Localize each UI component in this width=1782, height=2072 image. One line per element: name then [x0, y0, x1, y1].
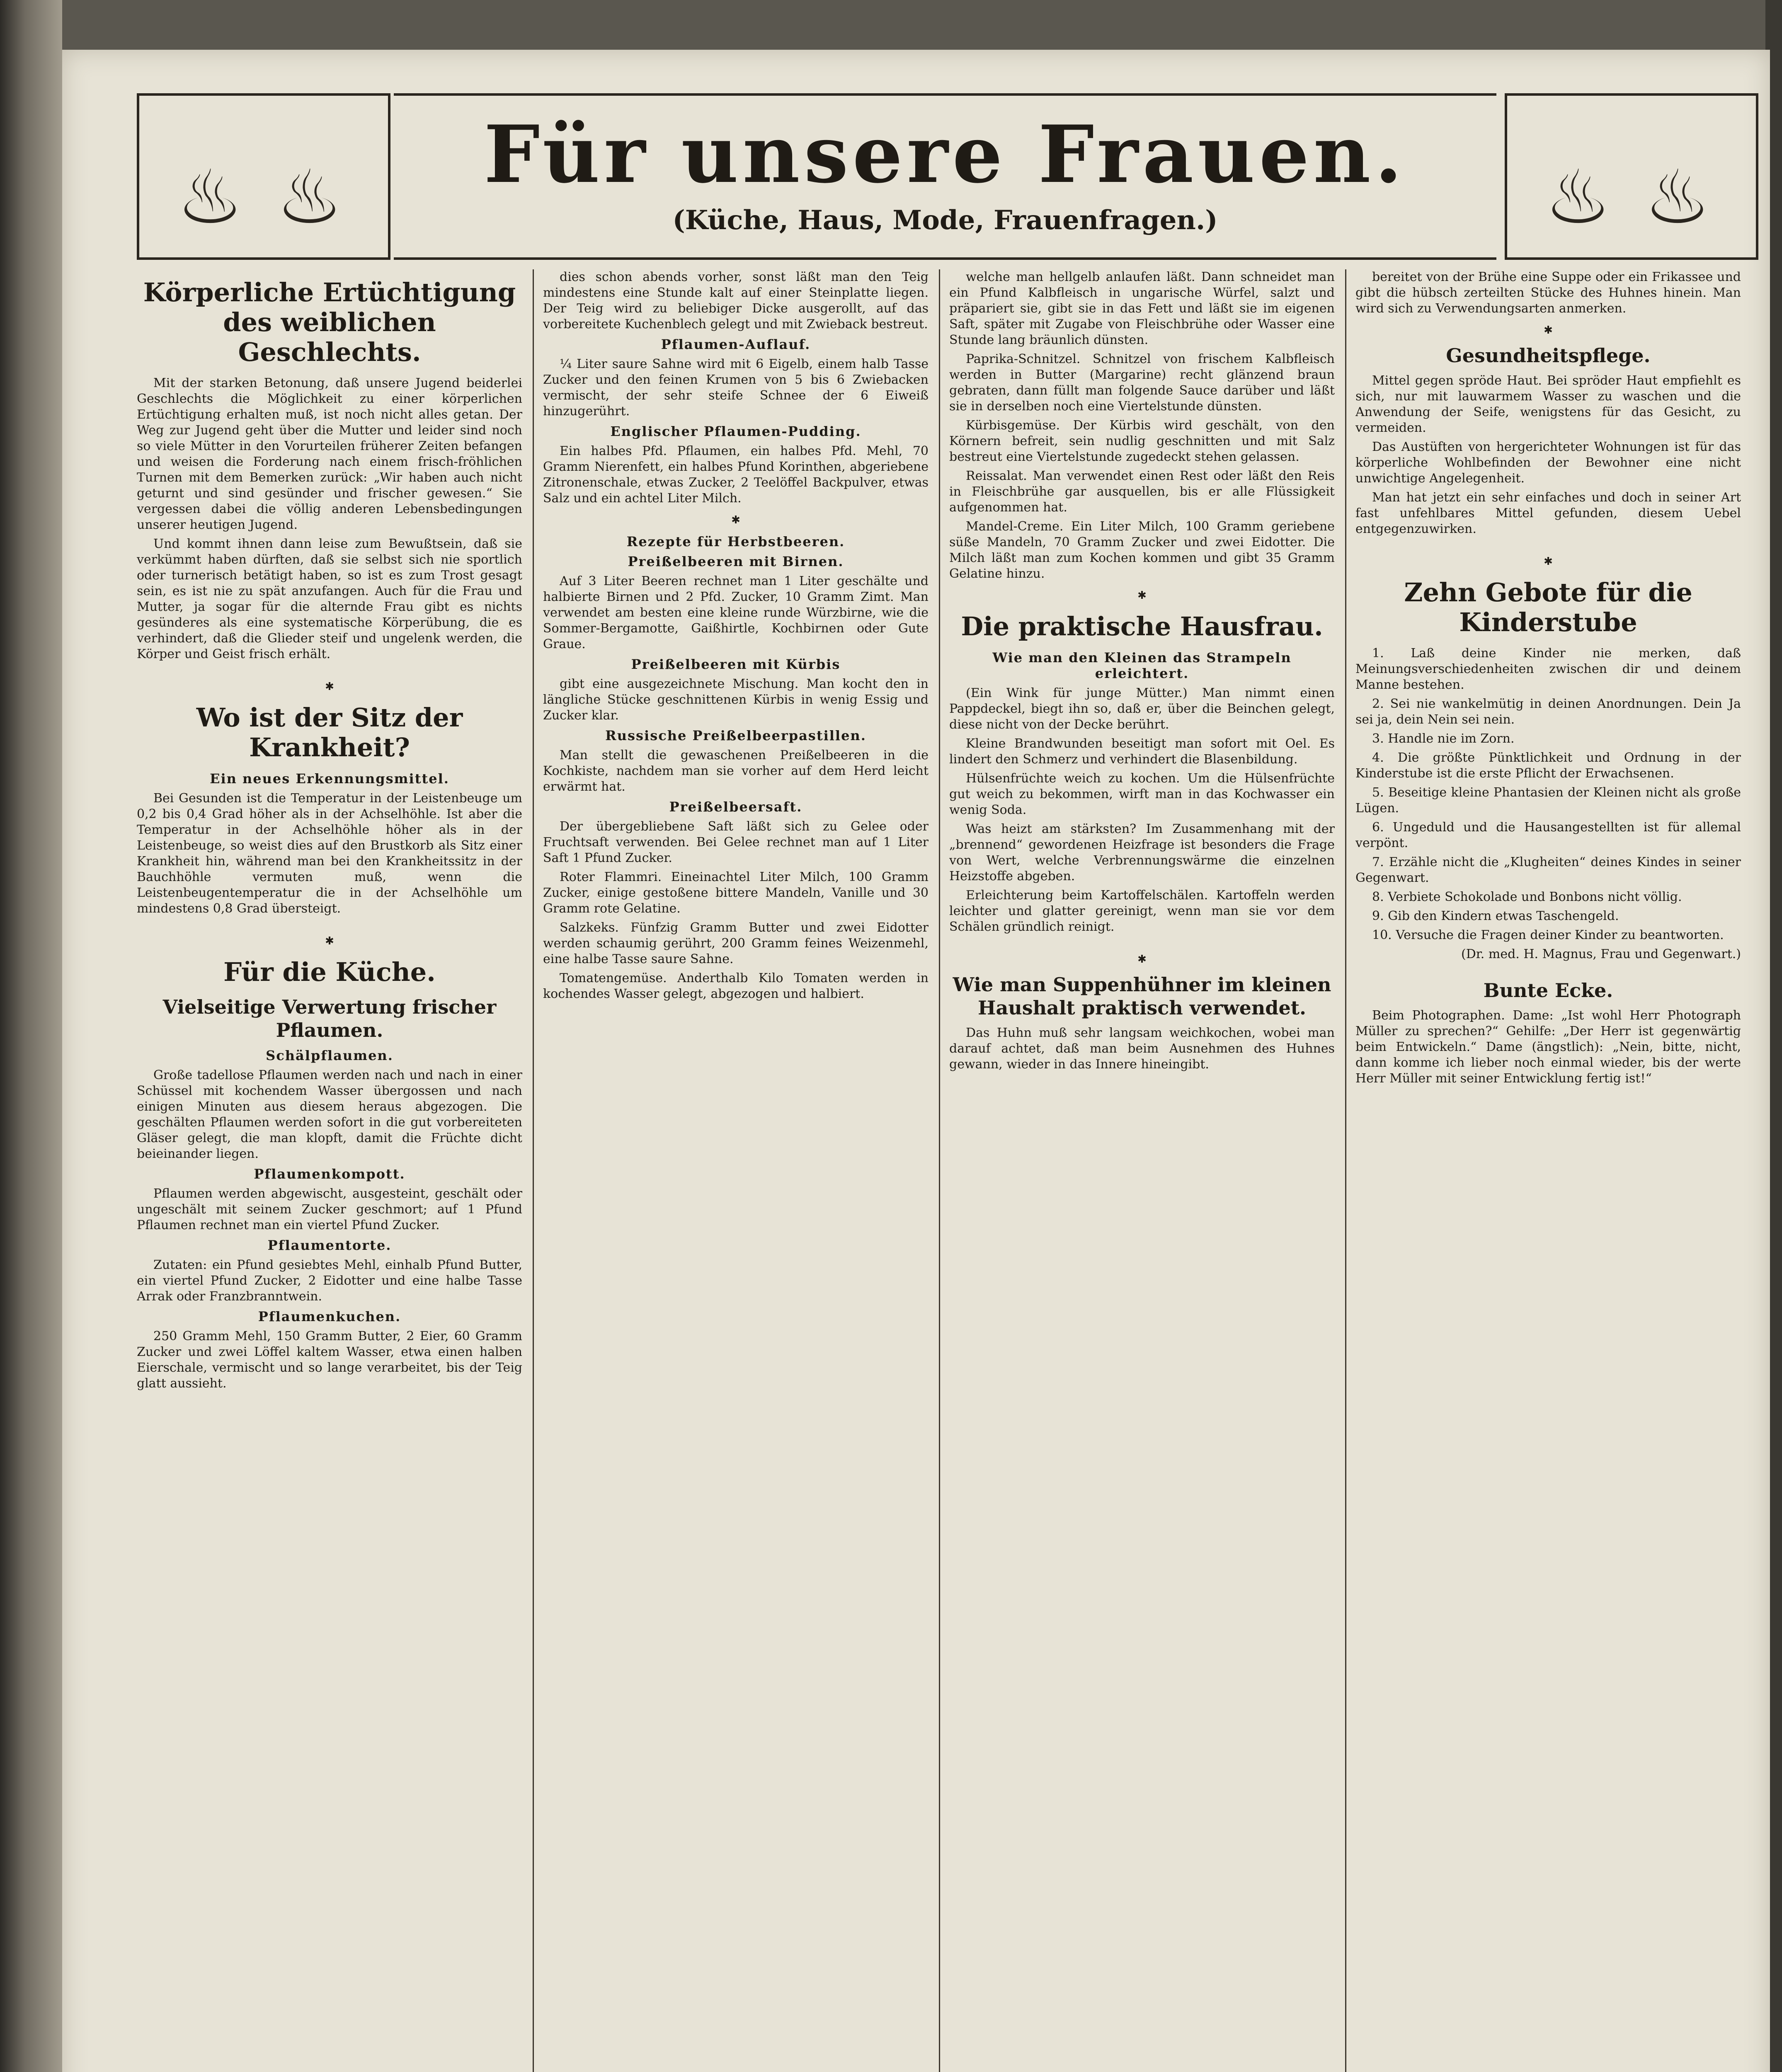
recipe-heading: Englischer Pflaumen-Pudding. [610, 424, 861, 439]
column-3 [949, 269, 1335, 2072]
article-heading: Wie man Suppenhühner im kleinen Haushalt praktisch verwendet. [953, 973, 1331, 1019]
list-item: 3. Handle nie im Zorn. [1372, 731, 1515, 746]
paragraph: Paprika-Schnitzel. Schnitzel von frischem Kalbfleisch werden in Butter (Margarine) recht glänzend braun gebraten, dann füllt man folgende Sauce darüber und läßt sie in derselben noch eine Viertelstunde dünsten. [949, 352, 1335, 414]
article-heading: Bunte Ecke. [1483, 979, 1613, 1002]
paragraph: ¼ Liter saure Sahne wird mit 6 Eigelb, einem halb Tasse Zucker und den feinen Krumen von 5 bis 6 Zwiebacken vermischt, der sehr steife Schnee der 6 Eiweiß hinzugerührt. [543, 357, 929, 419]
separator-star: ✱ [1544, 324, 1553, 336]
paragraph: welche man hellgelb anlaufen läßt. Dann schneidet man ein Pfund Kalbfleisch in ungarische Würfel, salzt und präpariert sie, gibt sie in das Fett und läßt sie im eigenen Saft, später mit Zugabe von Fleischbrühe oder Wasser eine Stunde lang bräunlich dünsten. [949, 270, 1335, 347]
paragraph: bereitet von der Brühe eine Suppe oder ein Frikassee und gibt die hübsch zerteilten Stücke des Huhnes hinein. Man wird sich zu Verwendungsarten anmerken. [1355, 270, 1741, 316]
columns [137, 269, 1762, 2072]
paragraph: Große tadellose Pflaumen werden nach und nach in einer Schüssel mit kochendem Wasser übergossen und nach einigen Minuten aus diesem heraus abgezogen. Die geschälten Pflaumen werden sofort in die gut vorbereiteten Gläser gelegt, die man klopft, damit die Früchte dicht beieinander liegen. [137, 1068, 522, 1161]
credit-line: (Dr. med. H. Magnus, Frau und Gegenwart.) [1461, 947, 1741, 961]
list-item: 8. Verbiete Schokolade und Bonbons nicht völlig. [1372, 890, 1682, 904]
recipe-heading: Pflaumenkuchen. [258, 1309, 401, 1324]
recipe-heading: Pflaumen-Auflauf. [661, 336, 811, 352]
list-item: 7. Erzähle nicht die „Klugheiten“ deines Kindes in seiner Gegenwart. [1355, 855, 1741, 885]
paragraph: Pflaumen werden abgewischt, ausgesteint, geschält oder ungeschält mit seinem Zucker geschmort; auf 1 Pfund Pflaumen rechnet man ein viertel Pfund Zucker. [137, 1186, 522, 1232]
article-health [1355, 344, 1741, 537]
recipe-heading: Pflaumentorte. [267, 1237, 392, 1253]
list-item: 5. Beseitige kleine Phantasien der Kleinen nicht als große Lügen. [1355, 785, 1741, 816]
paragraph: Das Huhn muß sehr langsam weichkochen, wobei man darauf achtet, daß man beim Ausnehmen des Huhnes gewann, wieder in das Innere hineingibt. [949, 1026, 1335, 1072]
column-rule [1345, 269, 1346, 2072]
flame-ornament-icon: ♨ [276, 154, 343, 241]
paragraph: 250 Gramm Mehl, 150 Gramm Butter, 2 Eier, 60 Gramm Zucker und zwei Löffel kaltem Wasser, etwa einen halben Eierschale, vermischt und so lange verarbeitet, bis der Teig glatt aussieht. [137, 1329, 522, 1391]
paragraph: Kleine Brandwunden beseitigt man sofort mit Oel. Es lindert den Schmerz und verhindert die Blasenbildung. [949, 736, 1335, 767]
list-item: 4. Die größte Pünktlichkeit und Ordnung in der Kinderstube ist die erste Pflicht der Erwachsenen. [1355, 750, 1741, 781]
paragraph: Mandel-Creme. Ein Liter Milch, 100 Gramm geriebene süße Mandeln, 70 Gramm Zucker und zwei Eidotter. Die Milch läßt man zum Kochen kommen und gibt 35 Gramm Gelatine hinzu. [949, 519, 1335, 581]
article-bunte-ecke [1355, 979, 1741, 1087]
paragraph: Beim Photographen. Dame: „Ist wohl Herr Photograph Müller zu sprechen?“ Gehilfe: „Der Herr ist gegenwärtig beim Entwickeln.“ Dame (ängstlich): „Nein, bitte, nicht, dann komme ich lieber noch einmal wieder, bis der werte Herr Müller mit seiner Entwicklung fertig ist!“ [1355, 1008, 1741, 1086]
separator-star: ✱ [325, 680, 334, 693]
paragraph: Salzkeks. Fünfzig Gramm Butter und zwei Eidotter werden schaumig gerührt, 200 Gramm feines Weizenmehl, eine halbe Tasse saure Sahne. [543, 920, 929, 966]
paragraph: Zutaten: ein Pfund gesiebtes Mehl, einhalb Pfund Butter, ein viertel Pfund Zucker, 2 Eidotter und eine halbe Tasse Arrak oder Franzbranntwein. [137, 1258, 522, 1304]
paragraph: Erleichterung beim Kartoffelschälen. Kartoffeln werden leichter und glatter gereinigt, wenn man sie vor dem Schälen gründlich reinigt. [949, 888, 1335, 934]
column-1 [137, 269, 522, 2072]
article-subheading: Wie man den Kleinen das Strampeln erleichtert. [992, 650, 1292, 681]
list-item: 1. Laß deine Kinder nie merken, daß Meinungsverschiedenheiten zwischen dir und deinem Manne bestehen. [1355, 646, 1741, 692]
article-heading: Gesundheitspflege. [1446, 344, 1651, 367]
paragraph: Reissalat. Man verwendet einen Rest oder läßt den Reis in Fleischbrühe gar ausquellen, bis er alle Flüssigkeit aufgenommen hat. [949, 469, 1335, 515]
separator-star: ✱ [1544, 555, 1553, 568]
ornament-box-left [137, 93, 390, 260]
article-heading: Wo ist der Sitz der Krankheit? [196, 702, 463, 762]
recipe-heading: Russische Preißelbeerpastillen. [605, 728, 866, 743]
page-subtitle: (Küche, Haus, Mode, Frauenfragen.) [672, 205, 1218, 236]
separator-star: ✱ [1137, 953, 1147, 966]
flame-ornament-icon: ♨ [1644, 154, 1711, 241]
separator-star: ✱ [731, 514, 740, 526]
article-ten-commandments [1355, 578, 1741, 962]
article-subheading: Ein neues Erkennungsmittel. [210, 771, 449, 787]
paragraph: Kürbisgemüse. Der Kürbis wird geschält, von den Körnern befreit, sein nudlig geschnitten und mit Salz bestreut eine Viertelstunde zugedeckt stehen gelassen. [949, 418, 1335, 464]
flame-ornament-icon: ♨ [1544, 154, 1612, 241]
article-heading: Zehn Gebote für die Kinderstube [1404, 577, 1692, 637]
paragraph: Man hat jetzt ein sehr einfaches und doch in seiner Art fast unfehlbares Mittel gefunden, diesem Uebel entgegenzuwirken. [1355, 490, 1741, 536]
column-rule [939, 269, 940, 2072]
ornament-box-right [1505, 93, 1758, 260]
article-disease [137, 703, 522, 917]
recipe-heading: Pflaumenkompott. [254, 1166, 405, 1182]
article-subheading: Vielseitige Verwertung frischer Pflaumen. [162, 996, 497, 1041]
paragraph: dies schon abends vorher, sonst läßt man den Teig mindestens eine Stunde kalt auf einer Steinplatte liegen. Der Teig wird zu beliebiger Dicke ausgerollt, auf das vorbereitete Kuchenblech gelegt und mit Zwieback bestreut. [543, 270, 929, 332]
paragraph: Mittel gegen spröde Haut. Bei spröder Haut empfiehlt es sich, nur mit lauwarmem Wasser zu waschen und die Anwendung der Seife, wenigstens für das Gesicht, zu vermeiden. [1355, 373, 1741, 435]
paragraph: Roter Flammri. Eineinachtel Liter Milch, 100 Gramm Zucker, einige gestoßene bittere Mandeln, Vanille und 30 Gramm rote Gelatine. [543, 870, 929, 916]
article-heading: Die praktische Hausfrau. [961, 611, 1323, 641]
article-soup-chicken [949, 973, 1335, 1072]
title-box [394, 93, 1496, 260]
paragraph: Mit der starken Betonung, daß unsere Jugend beiderlei Geschlechts die Möglichkeit zu einer körperlichen Ertüchtigung erhalten muß, ist noch nicht alles getan. Der Weg zur Jugend geht über die Mutter und leider sind noch so viele Mütter in den Vorurteilen früherer Zeiten befangen und weisen die Forderung nach einem frisch-fröhlichen Turnen mit dem Bemerken zurück: „Wir haben auch nicht geturnt und sind gesünder und frischer gewesen.“ Sie vergessen dabei die völlig anderen Lebensbedingungen unserer heutigen Jugend. [137, 376, 522, 532]
paragraph: Das Austüften von hergerichteter Wohnungen ist für das körperliche Wohlbefinden der Bewohner eine nicht unwichtige Angelegenheit. [1355, 440, 1741, 486]
article-heading: Körperliche Ertüchtigung des weiblichen Geschlechts. [143, 277, 516, 367]
page-title: Für unsere Frauen. [484, 108, 1406, 201]
paragraph: Hülsenfrüchte weich zu kochen. Um die Hülsenfrüchte gut weich zu bekommen, wirft man in das Kochwasser ein wenig Soda. [949, 771, 1335, 817]
column-4 [1355, 269, 1741, 2072]
separator-star: ✱ [325, 935, 334, 947]
recipe-heading: Preißelbeersaft. [669, 799, 803, 815]
paragraph: Ein halbes Pfd. Pflaumen, ein halbes Pfd. Mehl, 70 Gramm Nierenfett, ein halbes Pfund Korinthen, abgeriebene Zitronenschale, etwas Zucker, 2 Teelöffel Backpulver, etwas Salz und ein achtel Liter Milch. [543, 444, 929, 506]
paragraph: Was heizt am stärksten? Im Zusammenhang mit der „brennend“ gewordenen Heizfrage ist besonders die Frage von Wert, welche Verbrennungswärme die einzelnen Heizstoffe abgeben. [949, 822, 1335, 884]
column-2 [543, 269, 929, 2072]
book-spine-edge [0, 0, 62, 2072]
paragraph: Man stellt die gewaschenen Preißelbeeren in die Kochkiste, nachdem man sie vorher auf dem Herd leicht erwärmt hat. [543, 748, 929, 794]
list-item: 2. Sei nie wankelmütig in deinen Anordnungen. Dein Ja sei ja, dein Nein sei nein. [1355, 697, 1741, 727]
article-heading: Für die Küche. [223, 957, 436, 987]
paragraph: Auf 3 Liter Beeren rechnet man 1 Liter geschälte und halbierte Birnen und 2 Pfd. Zucker, 10 Gramm Zimt. Man verwendet am besten eine kleine runde Würzbirne, wie die Sommer-Bergamotte, Gaißhirtle, Kochbirnen oder Gute Graue. [543, 574, 929, 651]
article-housewife [949, 612, 1335, 935]
paragraph: Der übergebliebene Saft läßt sich zu Gelee oder Fruchtsaft verwenden. Bei Gelee rechnet man auf 1 Liter Saft 1 Pfund Zucker. [543, 819, 929, 865]
paragraph: Tomatengemüse. Anderthalb Kilo Tomaten werden in kochendes Wasser gelegt, abgezogen und halbiert. [543, 971, 929, 1001]
recipe-heading: Preißelbeeren mit Kürbis [631, 656, 841, 672]
paragraph: Bei Gesunden ist die Temperatur in der Leistenbeuge um 0,2 bis 0,4 Grad höher als in der Achselhöhle. Ist aber die Temperatur in der Achselhöhle höher als in der Leistenbeuge, so weist dies auf den Brustkorb als Sitz einer Krankheit hin, während man bei den Krankheitssitz in der Bauchhöhle vermuten muß, wenn die Leistenbeugentemperatur die in der Achselhöhle um mindestens 0,8 Grad übersteigt. [137, 791, 522, 916]
list-item: 9. Gib den Kindern etwas Taschengeld. [1372, 909, 1619, 923]
flame-ornament-icon: ♨ [177, 154, 244, 241]
section-heading: Rezepte für Herbstbeeren. [626, 534, 845, 549]
article-kitchen [137, 957, 522, 1392]
masthead [137, 93, 1753, 259]
paragraph: Und kommt ihnen dann leise zum Bewußtsein, daß sie verkümmt haben dürften, daß sie selbst sich nie sportlich oder turnerisch betätigt haben, so ist es zum Trost gesagt sein, es ist nie zu spät anzufangen. Auch für die Frau und Mutter, ja sogar für die alternde Frau gibt es nichts gesünderes als eine systematische Körperübung, die es verhindert, daß die Glieder steif und ungelenk werden, die Körper und Geist frisch erhält. [137, 537, 522, 661]
separator-star: ✱ [1137, 589, 1147, 602]
paragraph: gibt eine ausgezeichnete Mischung. Man kocht den in längliche Stücke geschnittenen Kürbis in wenig Essig und Zucker klar. [543, 677, 929, 723]
recipe-heading: Schälpflaumen. [266, 1048, 393, 1063]
article-exercise [137, 278, 522, 662]
recipe-heading: Preißelbeeren mit Birnen. [628, 554, 844, 569]
list-item: 10. Versuche die Fragen deiner Kinder zu beantworten. [1372, 928, 1724, 942]
column-rule [533, 269, 534, 2072]
list-item: 6. Ungeduld und die Hausangestellten ist für allemal verpönt. [1355, 820, 1741, 850]
paragraph: (Ein Wink für junge Mütter.) Man nimmt einen Pappdeckel, biegt ihn so, daß er, über die Beinchen gelegt, diese nicht von der Decke berührt. [949, 686, 1335, 732]
